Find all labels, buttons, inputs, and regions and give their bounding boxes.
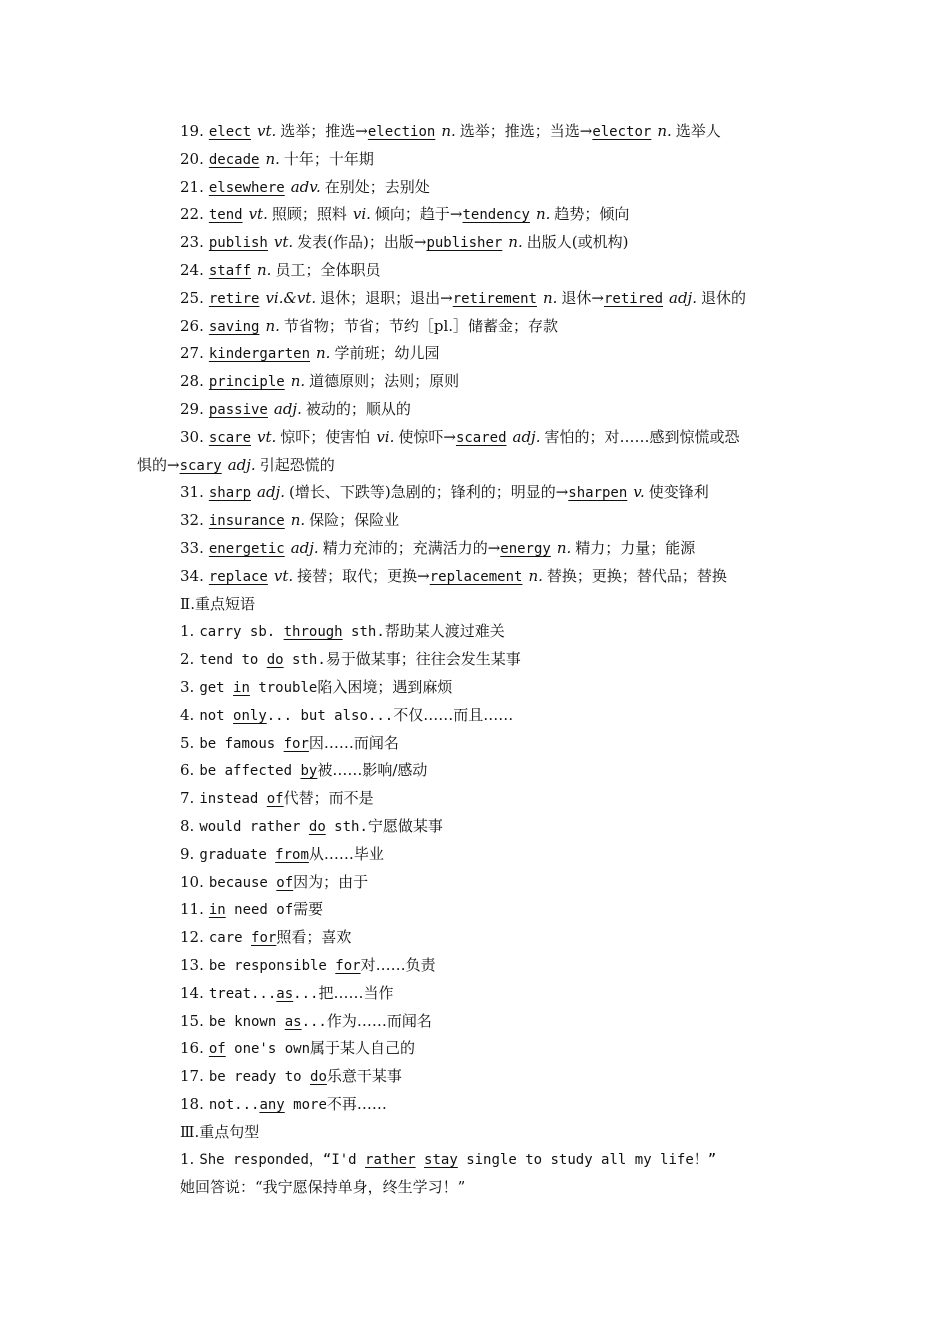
- part-of-speech: n.: [535, 205, 551, 224]
- item-number: 23.: [180, 233, 204, 252]
- item-number: 27.: [180, 344, 204, 363]
- definition: 使变锋利: [648, 483, 709, 502]
- phrase-meaning: 不仅……而且……: [393, 705, 514, 724]
- derived-word: replacement: [429, 568, 523, 585]
- definition: 员工；全体职员: [275, 260, 381, 279]
- definition: 退休；退职；退出→: [320, 288, 453, 307]
- phrase-answer: only: [233, 707, 267, 724]
- item-number: 18.: [180, 1094, 204, 1113]
- phrase-meaning: 因……而闻名: [308, 733, 399, 752]
- item-number: 9.: [180, 844, 195, 863]
- item-number: 15.: [180, 1011, 204, 1030]
- headword: sharp: [208, 485, 252, 502]
- phrase-meaning: 因为；由于: [293, 872, 369, 891]
- derived-word: election: [367, 124, 436, 140]
- definition: 出版人(或机构): [526, 233, 629, 252]
- phrase-answer: through: [283, 624, 343, 641]
- part-of-speech: vt.: [257, 427, 277, 446]
- item-number: 5.: [180, 733, 195, 752]
- headword: scare: [208, 429, 252, 446]
- phrase-answer: as: [284, 1013, 302, 1030]
- phrase-answer: for: [283, 735, 309, 752]
- part-of-speech: n.: [542, 288, 558, 307]
- phrase-text: be responsible: [208, 957, 336, 974]
- item-number: 11.: [180, 900, 204, 919]
- derived-word: sharpen: [568, 485, 628, 502]
- phrase-meaning: 宁愿做某事: [367, 816, 443, 835]
- sentence-answer: stay: [424, 1152, 458, 1169]
- headword: saving: [208, 318, 260, 335]
- sentence-answer: rather: [365, 1152, 416, 1169]
- phrase-answer: of: [208, 1041, 226, 1058]
- part-of-speech: adj.: [227, 455, 256, 474]
- phrase-text: care: [208, 930, 252, 947]
- phrase-item: [0, 869, 950, 897]
- derived-word: energy: [500, 540, 551, 557]
- definition: 被动的；顺从的: [305, 399, 411, 418]
- phrase-text: instead: [199, 791, 267, 808]
- phrase-text: treat...: [208, 985, 277, 1002]
- definition: 道德原则；法则；原则: [309, 372, 460, 391]
- phrase-answer: any: [259, 1096, 285, 1113]
- derived-word: retirement: [452, 290, 537, 307]
- vocab-item: [0, 118, 950, 146]
- part-of-speech: vt.: [273, 233, 294, 252]
- phrase-text: ...: [301, 1013, 327, 1030]
- phrase-text: trouble: [249, 679, 318, 696]
- vocab-item: [0, 174, 950, 202]
- derived-word: elector: [592, 124, 652, 140]
- phrase-text: need of: [225, 902, 294, 919]
- definition: 倾向；趋于→: [374, 205, 463, 224]
- phrase-item: [0, 1063, 950, 1091]
- part-of-speech: vi.&vt.: [265, 288, 317, 307]
- definition: 惊吓；使害怕: [280, 427, 371, 446]
- vocab-item: [0, 507, 950, 535]
- phrase-item: [0, 980, 950, 1008]
- part-of-speech: vt.: [273, 566, 294, 585]
- phrase-item: [0, 646, 950, 674]
- definition: 引起恐慌的: [259, 455, 335, 474]
- part-of-speech: adj.: [669, 288, 697, 307]
- vocab-item-continued: [0, 452, 950, 480]
- phrase-text: carry sb.: [199, 624, 284, 641]
- phrase-text: tend to: [199, 652, 267, 669]
- phrase-item: [0, 1008, 950, 1036]
- phrase-answer: for: [251, 930, 277, 947]
- section-title-sentences: Ⅲ.重点句型: [180, 1122, 260, 1141]
- definition: 退休→: [561, 288, 604, 307]
- phrase-meaning: 从……毕业: [308, 844, 384, 863]
- definition: 照顾；照料: [271, 205, 347, 224]
- part-of-speech: n.: [257, 260, 272, 279]
- item-number: 21.: [180, 177, 204, 196]
- phrase-text: sth.: [342, 624, 385, 641]
- definition: 选举；推选；当选→: [459, 122, 593, 140]
- item-number: 1.: [180, 622, 195, 641]
- derived-word: retired: [604, 290, 664, 307]
- phrase-answer: in: [233, 679, 250, 696]
- phrase-answer: as: [276, 985, 294, 1002]
- vocab-item: [0, 396, 950, 424]
- definition: 精力；力量；能源: [575, 538, 696, 557]
- item-number: 6.: [180, 761, 195, 780]
- phrase-meaning: 乐意干某事: [326, 1067, 402, 1086]
- sentence-translation: 她回答说：“我宁愿保持单身，终生学习！”: [180, 1178, 466, 1197]
- headword: passive: [208, 401, 268, 418]
- vocab-item: [0, 368, 950, 396]
- sentence-text: [416, 1152, 424, 1168]
- phrase-text: sth.: [283, 652, 326, 669]
- phrase-meaning: 属于某人自己的: [310, 1039, 416, 1058]
- phrase-text: would rather: [199, 818, 309, 835]
- phrase-text: not...: [208, 1096, 260, 1113]
- vocab-item: [0, 257, 950, 285]
- item-number: 26.: [180, 316, 204, 335]
- definition: 节省物；节省；节约［pl.］储蓄金；存款: [283, 316, 559, 335]
- part-of-speech: n.: [556, 538, 572, 557]
- phrase-answer: do: [310, 1069, 327, 1086]
- phrase-item: [0, 924, 950, 952]
- vocab-item: [0, 424, 950, 452]
- vocab-item: [0, 340, 950, 368]
- phrase-text: be affected: [199, 763, 301, 780]
- phrase-answer: in: [208, 902, 226, 919]
- part-of-speech: adj.: [512, 427, 541, 446]
- phrase-text: be known: [208, 1013, 285, 1030]
- part-of-speech: vt.: [248, 205, 268, 224]
- phrase-item: [0, 896, 950, 924]
- item-number: 24.: [180, 260, 204, 279]
- definition: 保险；保险业: [309, 511, 400, 530]
- part-of-speech: n.: [508, 233, 523, 252]
- item-number: 3.: [180, 677, 195, 696]
- item-number: 12.: [180, 928, 204, 947]
- derived-word: scary: [179, 457, 222, 474]
- phrase-item: [0, 674, 950, 702]
- derived-word: tendency: [462, 207, 530, 224]
- phrase-item: [0, 841, 950, 869]
- headword: energetic: [208, 540, 285, 557]
- headword: publish: [208, 235, 268, 252]
- phrase-item: [0, 1091, 950, 1119]
- phrase-meaning: 易于做某事；往往会发生某事: [325, 650, 521, 669]
- item-number: 33.: [180, 538, 204, 557]
- phrase-meaning: 把……当作: [318, 983, 394, 1002]
- definition: 惧的→: [137, 455, 180, 474]
- definition: 退休的: [700, 288, 746, 307]
- item-number: 4.: [180, 705, 195, 724]
- vocab-item: [0, 563, 950, 591]
- item-number: 34.: [180, 566, 204, 585]
- item-number: 2.: [180, 650, 195, 669]
- definition: 害怕的；对……感到惊慌或恐: [544, 427, 740, 446]
- phrase-meaning: 被……影响/感动: [317, 761, 428, 780]
- definition: 选举人: [675, 122, 721, 140]
- part-of-speech: adj.: [273, 399, 302, 418]
- item-number: 8.: [180, 816, 195, 835]
- phrase-item: [0, 952, 950, 980]
- item-number: 13.: [180, 955, 204, 974]
- part-of-speech: n.: [290, 511, 306, 530]
- definition: 选举；推选→: [280, 122, 368, 140]
- definition: 在别处；去别处: [324, 177, 430, 196]
- part-of-speech: n.: [441, 122, 456, 140]
- phrase-text: ...: [293, 985, 319, 1002]
- phrase-item: [0, 730, 950, 758]
- sentence-text: She responded，“I'd: [199, 1152, 366, 1169]
- phrase-text: sth.: [325, 818, 368, 835]
- phrase-meaning: 对……负责: [360, 955, 436, 974]
- item-number: 10.: [180, 872, 204, 891]
- phrase-item: [0, 1035, 950, 1063]
- definition: 十年；十年期: [283, 149, 374, 168]
- phrase-answer: for: [335, 957, 361, 974]
- sentence-item: [0, 1146, 950, 1174]
- definition: 使惊吓→: [398, 427, 456, 446]
- part-of-speech: adv.: [290, 177, 321, 196]
- part-of-speech: v.: [633, 483, 645, 502]
- phrase-text: be ready to: [208, 1069, 311, 1086]
- phrase-meaning: 作为……而闻名: [326, 1011, 432, 1030]
- phrase-item: [0, 757, 950, 785]
- phrase-item: [0, 618, 950, 646]
- sentence-text: single to study all my life！”: [457, 1152, 717, 1169]
- item-number: 22.: [180, 205, 204, 224]
- item-number: 20.: [180, 149, 204, 168]
- phrase-text: because: [208, 874, 277, 891]
- item-number: 7.: [180, 789, 195, 808]
- phrase-answer: do: [266, 652, 284, 669]
- phrase-meaning: 陷入困境；遇到麻烦: [317, 677, 453, 696]
- vocab-item: [0, 535, 950, 563]
- item-number: 31.: [180, 483, 204, 502]
- phrase-text: one's own: [225, 1041, 311, 1058]
- phrase-text: graduate: [199, 846, 276, 863]
- part-of-speech: adj.: [257, 483, 285, 502]
- item-number: 28.: [180, 372, 204, 391]
- part-of-speech: n.: [265, 316, 280, 335]
- item-number: 32.: [180, 511, 204, 530]
- part-of-speech: n.: [657, 122, 672, 140]
- definition: (增长、下跌等)急剧的；锋利的；明显的→: [288, 483, 569, 502]
- headword: replace: [208, 568, 268, 585]
- part-of-speech: n.: [290, 372, 306, 391]
- headword: elect: [208, 124, 252, 140]
- phrase-answer: by: [300, 763, 318, 780]
- vocab-item: [0, 313, 950, 341]
- item-number: 14.: [180, 983, 204, 1002]
- phrase-item: [0, 785, 950, 813]
- phrase-meaning: 不再……: [326, 1094, 387, 1113]
- part-of-speech: n.: [528, 566, 543, 585]
- definition: 学前班；幼儿园: [334, 344, 440, 363]
- phrase-text: be famous: [199, 735, 284, 752]
- derived-word: publisher: [426, 235, 503, 252]
- phrase-text: get: [199, 679, 234, 696]
- item-number: 29.: [180, 399, 204, 418]
- vocab-item: [0, 285, 950, 313]
- part-of-speech: vi.: [376, 427, 395, 446]
- headword: staff: [208, 262, 252, 279]
- part-of-speech: vi.: [352, 205, 371, 224]
- derived-word: scared: [455, 429, 507, 446]
- item-number: 30.: [180, 427, 204, 446]
- phrase-meaning: 代替；而不是: [283, 789, 374, 808]
- vocab-item: [0, 201, 950, 229]
- definition: 替换；更换；替代品；替换: [546, 566, 727, 585]
- vocab-item: [0, 479, 950, 507]
- item-number: 1.: [180, 1150, 195, 1169]
- phrase-text: more: [284, 1096, 327, 1113]
- headword: principle: [208, 374, 285, 391]
- headword: elsewhere: [208, 179, 285, 196]
- phrase-answer: from: [275, 846, 309, 863]
- item-number: 19.: [180, 122, 204, 140]
- headword: kindergarten: [208, 346, 311, 363]
- phrase-answer: of: [276, 874, 294, 891]
- definition: 精力充沛的；充满活力的→: [322, 538, 501, 557]
- vocab-item: [0, 229, 950, 257]
- definition: 发表(作品)；出版→: [297, 233, 427, 252]
- phrase-item: [0, 813, 950, 841]
- definition: 接替；取代；更换→: [297, 566, 430, 585]
- part-of-speech: n.: [316, 344, 331, 363]
- section-title-phrases: Ⅱ.重点短语: [180, 594, 255, 613]
- headword: tend: [208, 207, 243, 224]
- phrase-text: not: [199, 707, 234, 724]
- vocab-item: [0, 146, 950, 174]
- item-number: 16.: [180, 1039, 204, 1058]
- phrase-answer: of: [266, 791, 284, 808]
- item-number: 17.: [180, 1067, 204, 1086]
- phrase-meaning: 帮助某人渡过难关: [384, 622, 505, 641]
- item-number: 25.: [180, 288, 204, 307]
- part-of-speech: adj.: [290, 538, 319, 557]
- headword: retire: [208, 290, 260, 307]
- phrase-meaning: 照看；喜欢: [276, 928, 352, 947]
- phrase-text: ... but also...: [266, 707, 394, 724]
- headword: insurance: [208, 513, 285, 530]
- phrase-meaning: 需要: [293, 900, 324, 919]
- content-block: [0, 118, 950, 1202]
- part-of-speech: vt.: [257, 122, 277, 140]
- part-of-speech: n.: [265, 149, 280, 168]
- phrase-item: [0, 702, 950, 730]
- headword: decade: [208, 151, 260, 168]
- definition: 趋势；倾向: [554, 205, 630, 224]
- phrase-answer: do: [308, 818, 326, 835]
